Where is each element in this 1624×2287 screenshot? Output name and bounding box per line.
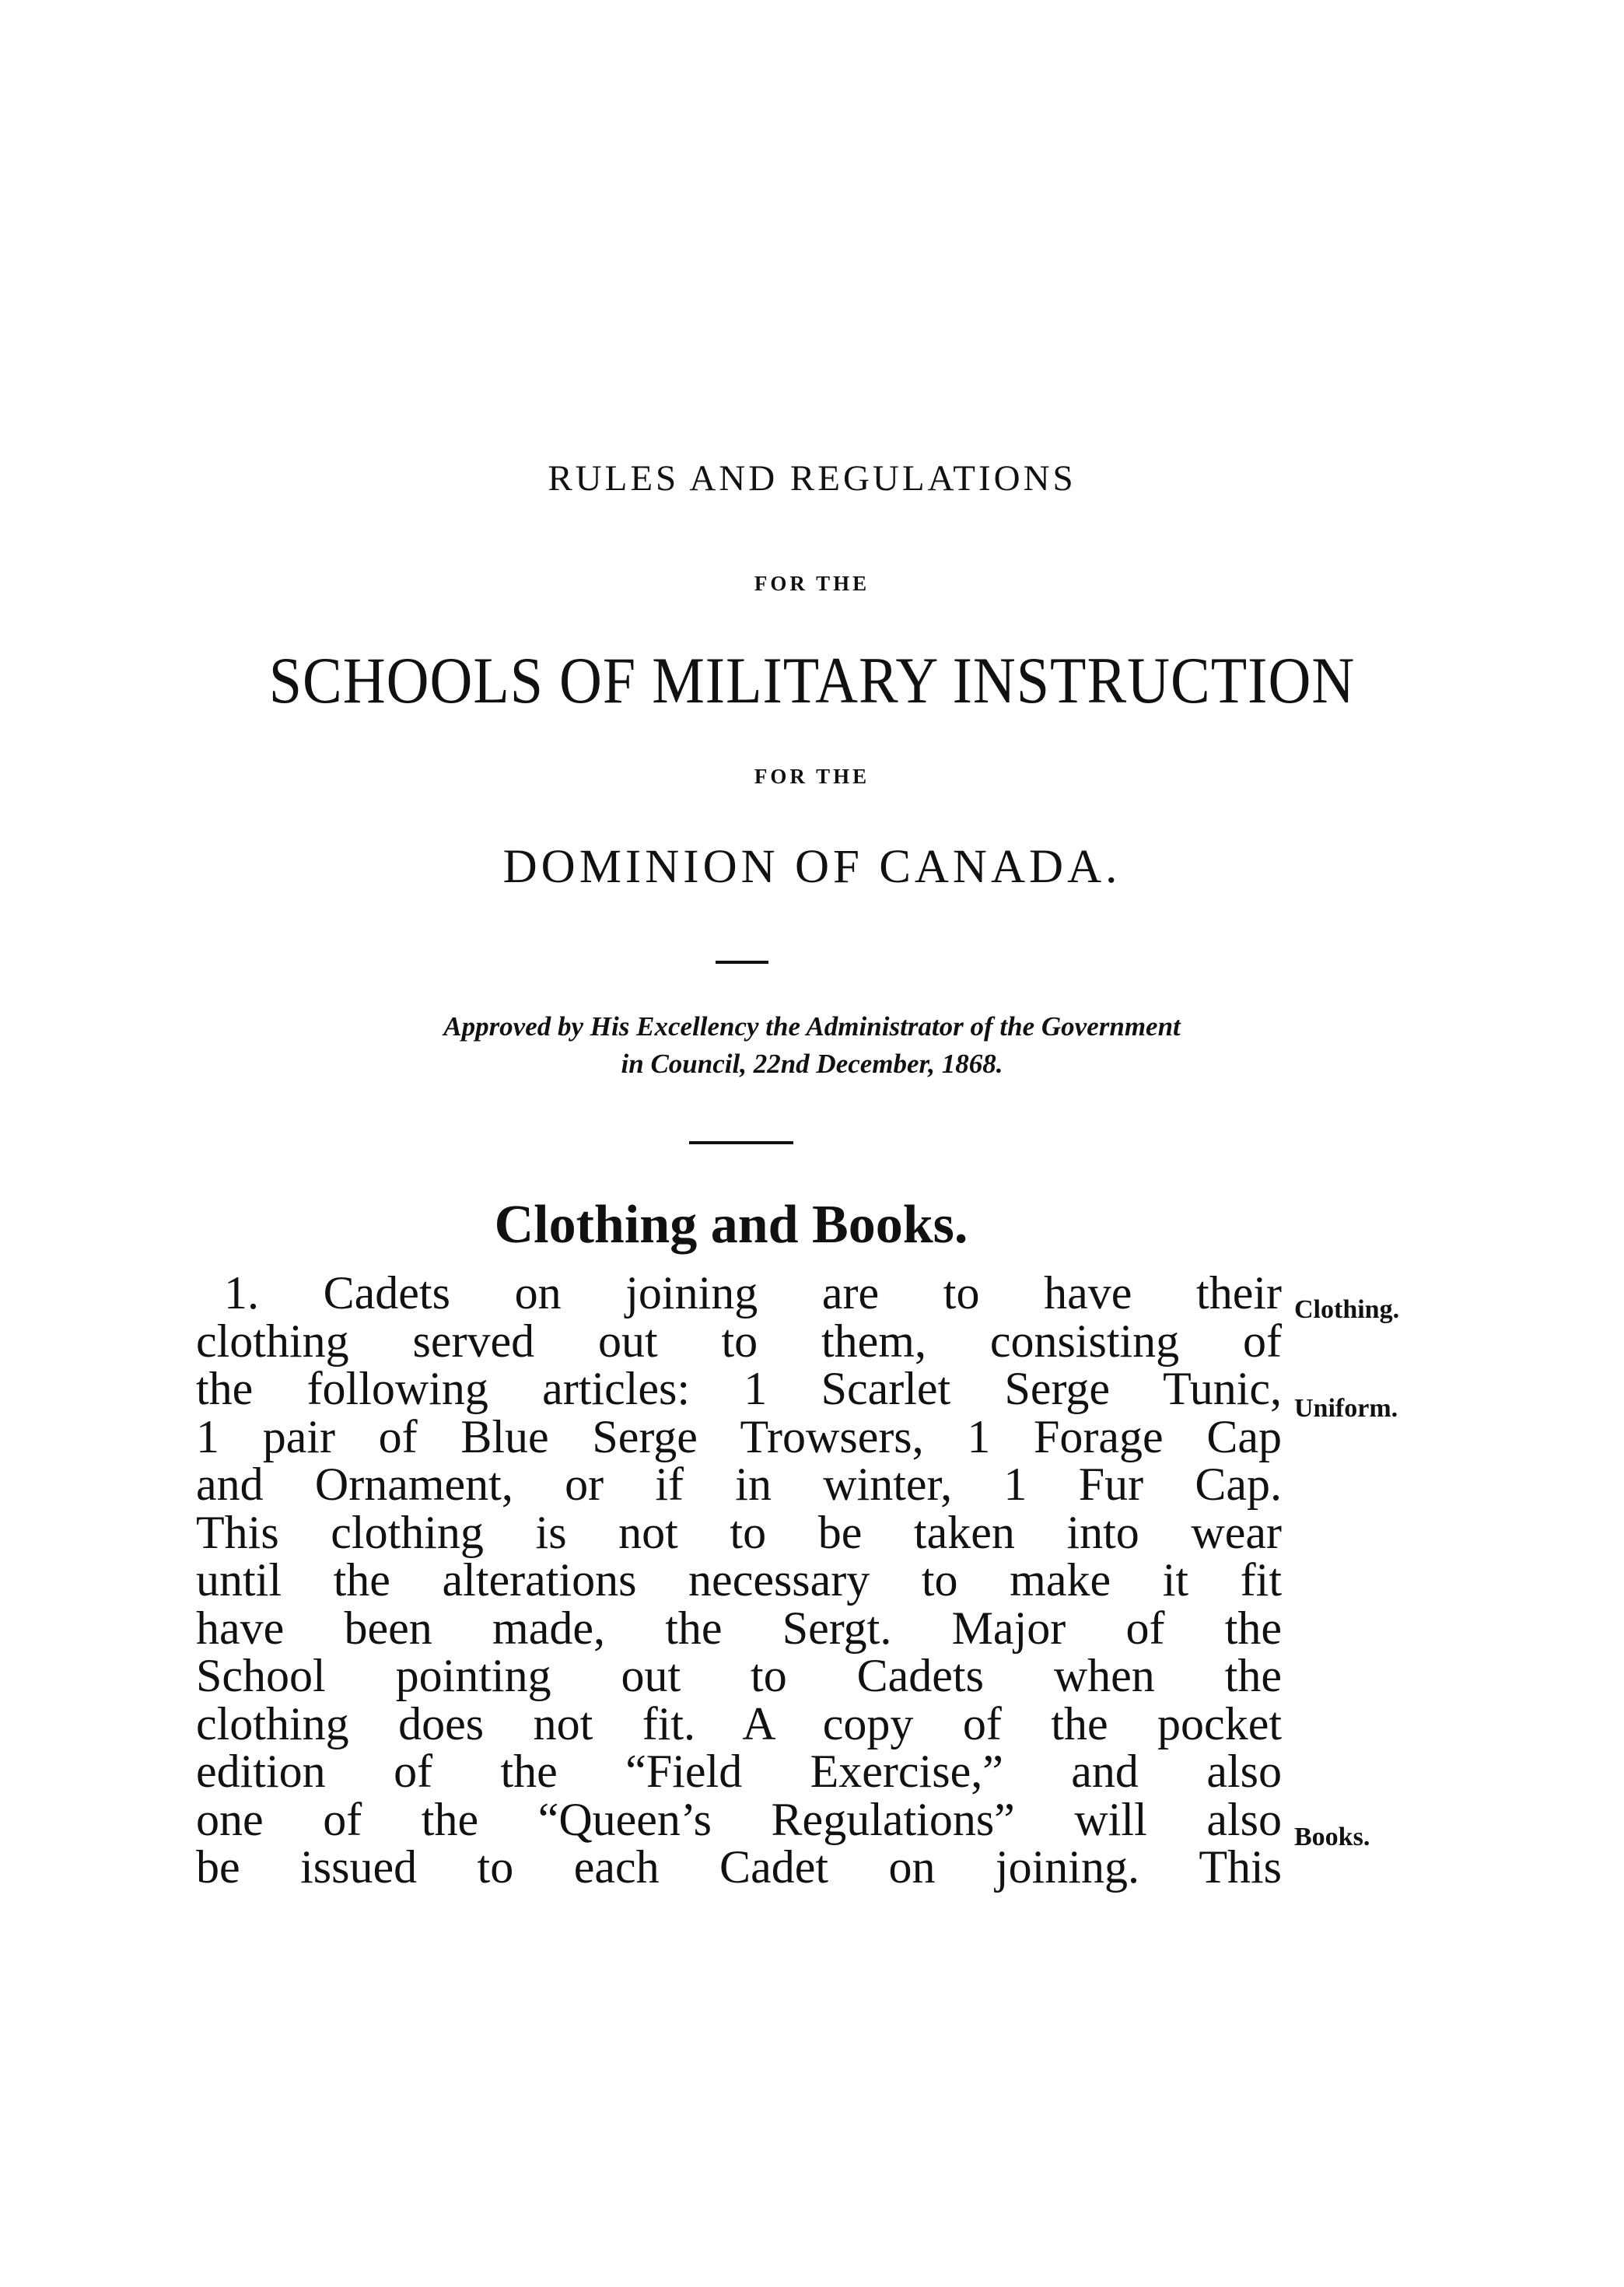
approval-note bbox=[0, 1008, 1624, 1083]
approval-line-1: Approved by His Excellency the Administrator of the Government bbox=[443, 1011, 1181, 1042]
body-line: and Ornament, or if in winter, 1 Fur Cap. bbox=[196, 1459, 1282, 1510]
title-line-2: FOR THE bbox=[754, 572, 870, 595]
body-line: until the alterations necessary to make it fit bbox=[196, 1554, 1282, 1606]
title-line-3: SCHOOLS OF MILITARY INSTRUCTION bbox=[268, 644, 1356, 718]
body-line: This clothing is not to be taken into wear bbox=[196, 1506, 1282, 1558]
section-body bbox=[196, 1267, 1282, 1893]
body-line: have been made, the Sergt. Major of the bbox=[196, 1602, 1282, 1654]
margin-note-clothing: Clothing. bbox=[1294, 1295, 1400, 1324]
body-line: one of the “Queen’s Regulations” will also bbox=[196, 1793, 1282, 1845]
title-line-5: DOMINION OF CANADA. bbox=[502, 841, 1122, 893]
body-line: be issued to each Cadet on joining. This bbox=[196, 1841, 1282, 1893]
body-line: 1 pair of Blue Serge Trowsers, 1 Forage Cap bbox=[196, 1410, 1282, 1462]
body-line: 1. Cadets on joining are to have their bbox=[224, 1267, 1282, 1319]
approval-line-2: in Council, 22nd December, 1868. bbox=[621, 1049, 1003, 1079]
body-line: clothing does not fit. A copy of the pocket bbox=[196, 1697, 1282, 1749]
margin-note-books: Books. bbox=[1294, 1823, 1370, 1851]
section-heading: Clothing and Books. bbox=[494, 1195, 968, 1255]
divider-long bbox=[689, 1141, 793, 1144]
margin-note-uniform: Uniform. bbox=[1294, 1394, 1398, 1423]
body-line: the following articles: 1 Scarlet Serge Tunic, bbox=[196, 1363, 1282, 1414]
title-line-4: FOR THE bbox=[754, 765, 870, 788]
divider-short bbox=[716, 961, 768, 964]
body-line: clothing served out to them, consisting of bbox=[196, 1315, 1282, 1367]
body-line: School pointing out to Cadets when the bbox=[196, 1650, 1282, 1701]
body-line: edition of the “Field Exercise,” and also bbox=[196, 1746, 1282, 1797]
title-line-1: RULES AND REGULATIONS bbox=[548, 458, 1076, 499]
